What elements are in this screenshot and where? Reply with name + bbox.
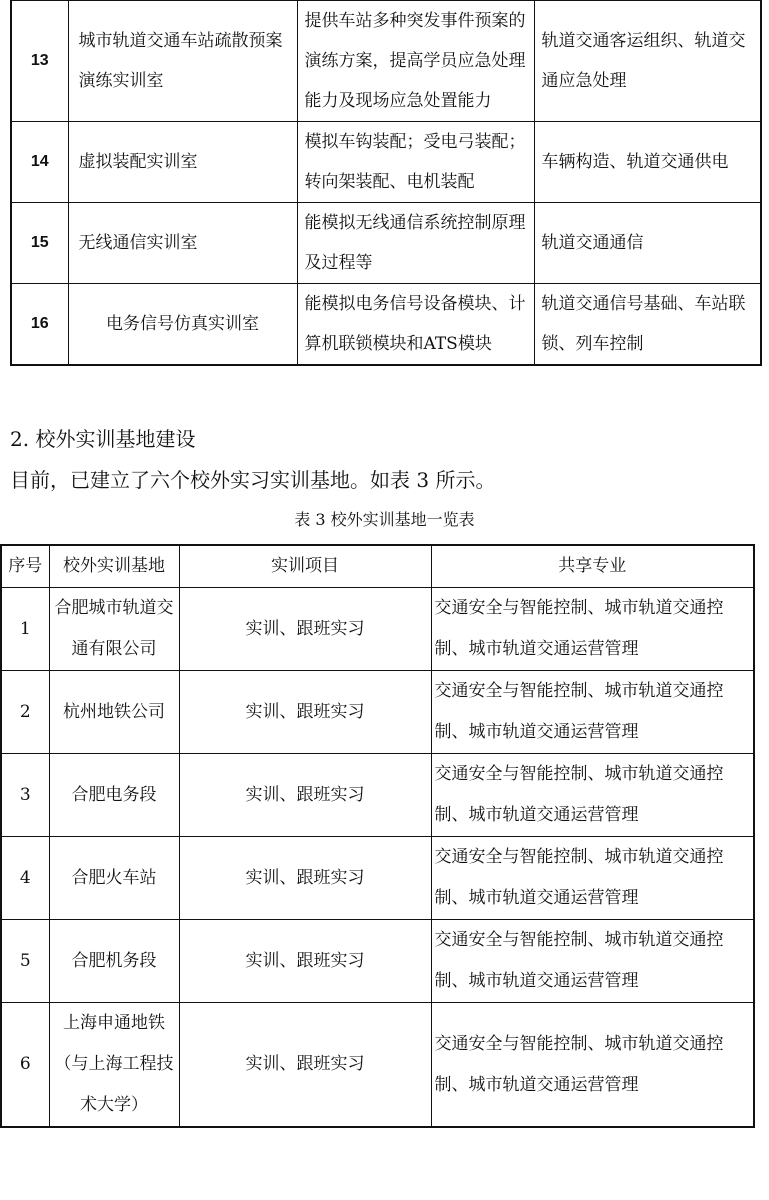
training-project: 实训、跟班实习 <box>179 1003 431 1128</box>
header-number: 序号 <box>1 545 49 588</box>
shared-majors: 交通安全与智能控制、城市轨道交通控制、城市轨道交通运营管理 <box>431 671 754 754</box>
room-courses: 轨道交通客运组织、轨道交通应急处理 <box>534 0 761 122</box>
room-courses: 车辆构造、轨道交通供电 <box>534 122 761 203</box>
room-courses: 轨道交通信号基础、车站联锁、列车控制 <box>534 284 761 366</box>
table-row <box>1 837 754 920</box>
header-base: 校外实训基地 <box>49 545 179 588</box>
row-number: 1 <box>1 588 49 671</box>
external-base-table <box>0 544 755 1128</box>
shared-majors: 交通安全与智能控制、城市轨道交通控制、城市轨道交通运营管理 <box>431 920 754 1003</box>
room-name: 虚拟装配实训室 <box>68 122 297 203</box>
table-row <box>11 284 761 366</box>
table-row <box>11 122 761 203</box>
table-row <box>1 671 754 754</box>
row-number: 4 <box>1 837 49 920</box>
body-paragraph: 目前，已建立了六个校外实习实训基地。如表 3 所示。 <box>10 468 496 492</box>
table-row <box>1 1003 754 1128</box>
room-function: 提供车站多种突发事件预案的演练方案，提高学员应急处理能力及现场应急处置能力 <box>297 0 534 122</box>
table-row <box>11 203 761 284</box>
base-name: 合肥机务段 <box>49 920 179 1003</box>
row-number: 16 <box>11 284 68 366</box>
shared-majors: 交通安全与智能控制、城市轨道交通控制、城市轨道交通运营管理 <box>431 588 754 671</box>
room-function: 能模拟无线通信系统控制原理及过程等 <box>297 203 534 284</box>
row-number: 14 <box>11 122 68 203</box>
base-name: 杭州地铁公司 <box>49 671 179 754</box>
training-project: 实训、跟班实习 <box>179 671 431 754</box>
shared-majors: 交通安全与智能控制、城市轨道交通控制、城市轨道交通运营管理 <box>431 754 754 837</box>
training-project: 实训、跟班实习 <box>179 837 431 920</box>
training-project: 实训、跟班实习 <box>179 920 431 1003</box>
table-row <box>11 0 761 122</box>
row-number: 15 <box>11 203 68 284</box>
room-name: 无线通信实训室 <box>68 203 297 284</box>
row-number: 5 <box>1 920 49 1003</box>
room-name: 电务信号仿真实训室 <box>68 284 297 366</box>
table-row <box>1 754 754 837</box>
base-name: 合肥火车站 <box>49 837 179 920</box>
training-project: 实训、跟班实习 <box>179 754 431 837</box>
table-row <box>1 920 754 1003</box>
shared-majors: 交通安全与智能控制、城市轨道交通控制、城市轨道交通运营管理 <box>431 837 754 920</box>
table-caption: 表 3 校外实训基地一览表 <box>294 510 475 529</box>
header-majors: 共享专业 <box>431 545 754 588</box>
table-header-row <box>1 545 754 588</box>
section-heading: 2. 校外实训基地建设 <box>10 427 196 451</box>
training-room-table <box>10 0 762 366</box>
training-project: 实训、跟班实习 <box>179 588 431 671</box>
table-row <box>1 588 754 671</box>
header-project: 实训项目 <box>179 545 431 588</box>
room-function: 能模拟电务信号设备模块、计算机联锁模块和ATS模块 <box>297 284 534 366</box>
room-function: 模拟车钩装配；受电弓装配；转向架装配、电机装配 <box>297 122 534 203</box>
row-number: 6 <box>1 1003 49 1128</box>
base-name: 合肥城市轨道交通有限公司 <box>49 588 179 671</box>
base-name: 合肥电务段 <box>49 754 179 837</box>
row-number: 13 <box>11 0 68 122</box>
row-number: 2 <box>1 671 49 754</box>
room-courses: 轨道交通通信 <box>534 203 761 284</box>
row-number: 3 <box>1 754 49 837</box>
room-name: 城市轨道交通车站疏散预案演练实训室 <box>68 0 297 122</box>
shared-majors: 交通安全与智能控制、城市轨道交通控制、城市轨道交通运营管理 <box>431 1003 754 1128</box>
base-name: 上海申通地铁（与上海工程技术大学） <box>49 1003 179 1128</box>
